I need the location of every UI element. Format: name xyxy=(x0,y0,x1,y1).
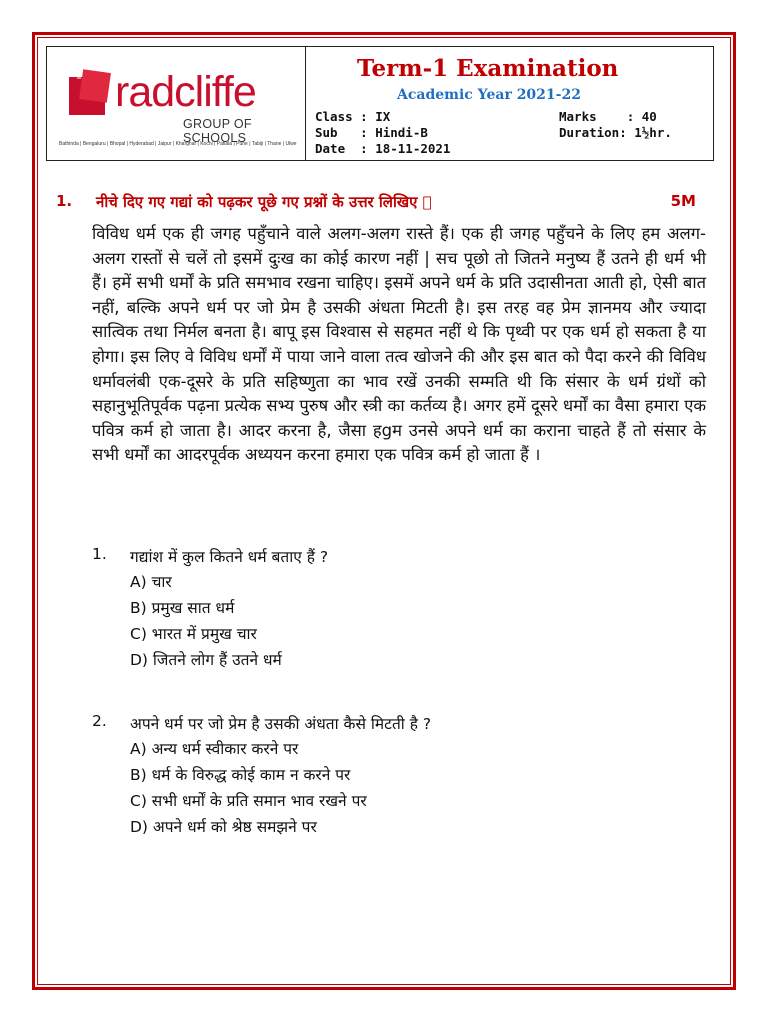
subject-info: Sub : Hindi-B xyxy=(315,125,428,140)
mcq-option-c: C) सभी धर्मों के प्रति समान भाव रखने पर xyxy=(130,792,367,810)
question-instruction: नीचे दिए गए गद्यां को पढ़कर पूछे गए प्रश्नों के उत्तर लिखिए ⃞ xyxy=(96,193,432,211)
school-logo xyxy=(59,57,297,157)
passage-text: विविध धर्म एक ही जगह पहुँचाने वाले अलग-अलग रास्ते हैं। एक ही जगह पहुँचने के लिए हम अलग-अलग रास्तों से चलें तो इसमें दुःख का कोई कारण नहीं | सच पूछो तो जितने मनुष्य हैं उतने ही धर्म भी हैं। हमें सभी धर्मों के प्रति समभाव रखना चाहिए। इसमें अपने धर्म के प्रति उदासीनता आती हो, ऐसी बात नहीं, बल्कि अपने धर्म पर जो प्रेम है उसकी अंधता मिटती है। इस तरह वह प्रेम ज्ञानमय और ज्यादा सात्विक तथा निर्मल बनता है। बापू इस विश्वास से सहमत नहीं थे कि पृथ्वी पर एक धर्म हो सकता है या होगा। इस लिए वे विविध धर्मों में पाया जाने वाला तत्व खोजने की और इस बात को पैदा करने की विविध धर्मावलंबी एक-दूसरे के प्रति सहिष्णुता का भाव रखें उनकी सम्मति थी कि संसार के धर्म ग्रंथों को सहानुभूतिपूर्वक पढ़ना प्रत्येक सभ्य पुरुष और स्त्री का कर्तव्य है। अगर हमें दूसरे धर्मों का वैसा हमारा एक पवित्र कर्म हो जाता है। आदर करना है, जैसा हgम उनसे अपने धर्म का कराना चाहते हैं तो संसार के सभी धर्मों का आदरपूर्वक अध्ययन करना हमारा एक पवित्र कर्म हो जाता हैं । xyxy=(92,224,706,465)
marks-info: Marks : 40 xyxy=(559,109,657,124)
exam-title: Term-1 Examination xyxy=(357,55,619,82)
mcq-1 xyxy=(92,545,692,675)
academic-year: Academic Year 2021-22 xyxy=(397,87,581,103)
mcq-option-b: B) प्रमुख सात धर्म xyxy=(130,599,235,617)
date-info: Date : 18-11-2021 xyxy=(315,141,451,156)
logo-mark-icon xyxy=(67,69,111,117)
exam-header xyxy=(46,46,714,161)
logo-name: radcliffe xyxy=(115,68,256,116)
header-divider xyxy=(305,47,306,160)
mcq-option-d: D) अपने धर्म को श्रेष्ठ समझने पर xyxy=(130,818,317,836)
mcq-option-d: D) जितने लोग हैं उतने धर्म xyxy=(130,651,282,669)
logo-subtitle: GROUP OF SCHOOLS xyxy=(183,117,252,145)
question-marks: 5M xyxy=(670,192,696,210)
class-info: Class : IX xyxy=(315,109,391,124)
mcq-number: 2. xyxy=(92,712,107,730)
logo-cities: Bathinda | Bengaluru | Bhopal | Hyderabad | Jaipur | Kharghar | Kochi | Patiala | Pune | Tabiji | Thane | Ulwe xyxy=(59,141,297,147)
mcq-option-b: B) धर्म के विरुद्ध कोई काम न करने पर xyxy=(130,766,351,784)
question-number: 1. xyxy=(56,192,73,210)
mcq-question: गद्यांश में कुल कितने धर्म बताए हैं ? xyxy=(130,548,329,566)
mcq-option-a: A) अन्य धर्म स्वीकार करने पर xyxy=(130,740,299,758)
page-border-inner xyxy=(37,37,731,985)
question-heading xyxy=(56,192,696,216)
mcq-option-c: C) भारत में प्रमुख चार xyxy=(130,625,257,643)
duration-info: Duration: 1½hr. xyxy=(559,125,672,140)
mcq-number: 1. xyxy=(92,545,107,563)
mcq-option-a: A) चार xyxy=(130,573,172,591)
mcq-2 xyxy=(92,712,692,842)
mcq-question: अपने धर्म पर जो प्रेम है उसकी अंधता कैसे मिटती है ? xyxy=(130,715,432,733)
